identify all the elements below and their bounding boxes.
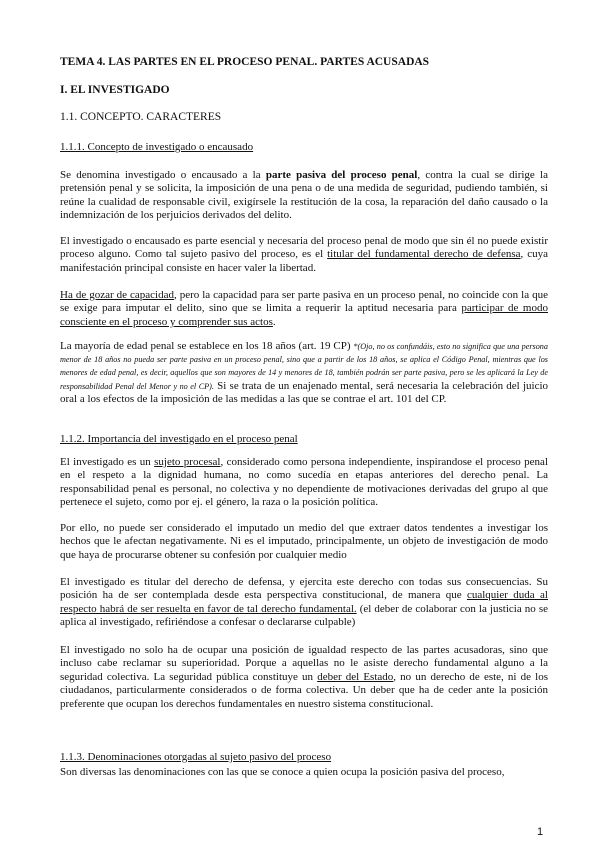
underlined-term: cualquier duda al respecto habrá de ser resuelta en favor de tal derecho fundamental. (60, 589, 548, 615)
paragraph-capacity: Ha de gozar de capacidad, pero la capacidad para ser parte pasiva en un proceso penal, no coincide con la que se exige para imputar el delito, sino que se limita a requerir la aptitud necesaria para participar de modo consciente en el proceso y comprender sus actos. (60, 289, 548, 328)
underlined-term: titular del fundamental derecho de defensa (327, 248, 521, 261)
underlined-term: Ha de gozar de capacidad (60, 289, 174, 301)
subsection-heading: 1.1. CONCEPTO. CARACTERES (60, 111, 222, 123)
paragraph-denominations: Son diversas las denominaciones con las que se conoce a quien ocupa la posición pasiva del proceso, (60, 766, 505, 778)
paragraph-equality: El investigado no solo ha de ocupar una posición de igualdad respecto de las partes acusadoras, sino que incluso cabe reclamar su superioridad. Porque a aquellas no le asiste derecho fundamental alguno a la seguridad colectiva. La seguridad pública constituye un deber del Estado, no un derecho de este, ni de los ciudadanos, particularmente considerados o de forma colectiva. Un deber que ha de ceder ante la posición preferente que ocupan los derechos fundamentales en nuestro sistema constitucional. (60, 644, 548, 710)
paragraph-procedural-subject: El investigado es un sujeto procesal, considerado como persona independiente, inspirandose el proceso penal en el respeto a la dignidad humana, no como sucedía en etapas anteriores del derecho penal. La responsabilidad penal es personal, no colectiva y no dependiente de motivaciones derivadas del grupo al que pertenece el sujeto, como por ej. el género, la raza o la posición política. (60, 456, 548, 509)
paragraph-essential-party: El investigado o encausado es parte esencial y necesaria del proceso penal de modo que sin él no puede existir proceso alguno. Como tal sujeto pasivo del proceso, es el titular del fundamental derecho de defensa, cuya manifestación principal consiste en hacer valer la libertad. (60, 235, 548, 274)
italic-note: *(Ojo, no os confundáis, esto no significa que una persona menor de 18 años no pueda ser parte pasiva en un proceso penal, sino que a partir de los 18 años, se aplica el Código Penal, mientras que los menores de edad penal, es decir, aquellos que son mayores de 14 y menores de 18, también podrán ser parte pasiva, pero se les aplicará la Ley de responsabilidad Penal del Menor y no el CP). (60, 342, 548, 391)
paragraph-defense-right: El investigado es titular del derecho de defensa, y ejercita este derecho con todas sus consecuencias. Su posición ha de ser contemplada desde esta perspectiva constitucional, de manera que cualquier duda al respecto habrá de ser resuelta en favor de tal derecho fundamental. (el deber de colaborar con la justicia no se aplica al investigado, refiriéndose a confesar o declararse culpable) (60, 576, 548, 629)
paragraph-concept: Se denomina investigado o encausado a la parte pasiva del proceso penal, contra la cual se dirige la pretensión penal y se solicita, la imposición de una pena o de una medida de seguridad, pudiendo también, si reúne la cualidad de responsable civil, exigírsele la restitución de la cosa, la reparación del daño causado o la indemnización de los perjuicios derivados del delito. (60, 169, 548, 222)
heading-1-1-3: 1.1.3. Denominaciones otorgadas al sujeto pasivo del proceso (60, 751, 332, 763)
document-title: TEMA 4. LAS PARTES EN EL PROCESO PENAL. PARTES ACUSADAS (60, 56, 430, 68)
paragraph-not-a-means: Por ello, no puede ser considerado el imputado un medio del que extraer datos tendentes a investigar los hechos que le afectan negativamente. Ni es el imputado, principalmente, un objeto de investigación de modo que haya de procurarse obtener su confesión por cualquier medio (60, 522, 548, 561)
underlined-term: participar de modo consciente en el proceso y comprender sus actos (60, 302, 548, 328)
underlined-term: deber del Estado (317, 670, 394, 683)
underlined-term: sujeto procesal (154, 456, 221, 468)
page-number: 1 (537, 826, 544, 838)
section-heading: I. EL INVESTIGADO (60, 84, 170, 96)
heading-1-1-1: 1.1.1. Concepto de investigado o encausado (60, 141, 254, 153)
paragraph-age: La mayoría de edad penal se establece en los 18 años (art. 19 CP) *(Ojo, no os confundáis, esto no significa que una persona menor de 18 años no pueda ser parte pasiva en un proceso penal, sino que a partir de los 18 años, se aplica el Código Penal, mientras que los menores de edad penal, es decir, aquellos que son mayores de 14 y menores de 18, también podrán ser parte pasiva, pero se les aplicará la Ley de responsabilidad Penal del Menor y no el CP). Si se trata de un enajenado mental, será necesaria la celebración del juicio oral a los efectos de la imposición de las medidas a las que se contrae el art. 101 del CP. (60, 340, 549, 405)
bold-term: parte pasiva del proceso penal (265, 169, 418, 181)
heading-1-1-2: 1.1.2. Importancia del investigado en el proceso penal (60, 433, 298, 445)
